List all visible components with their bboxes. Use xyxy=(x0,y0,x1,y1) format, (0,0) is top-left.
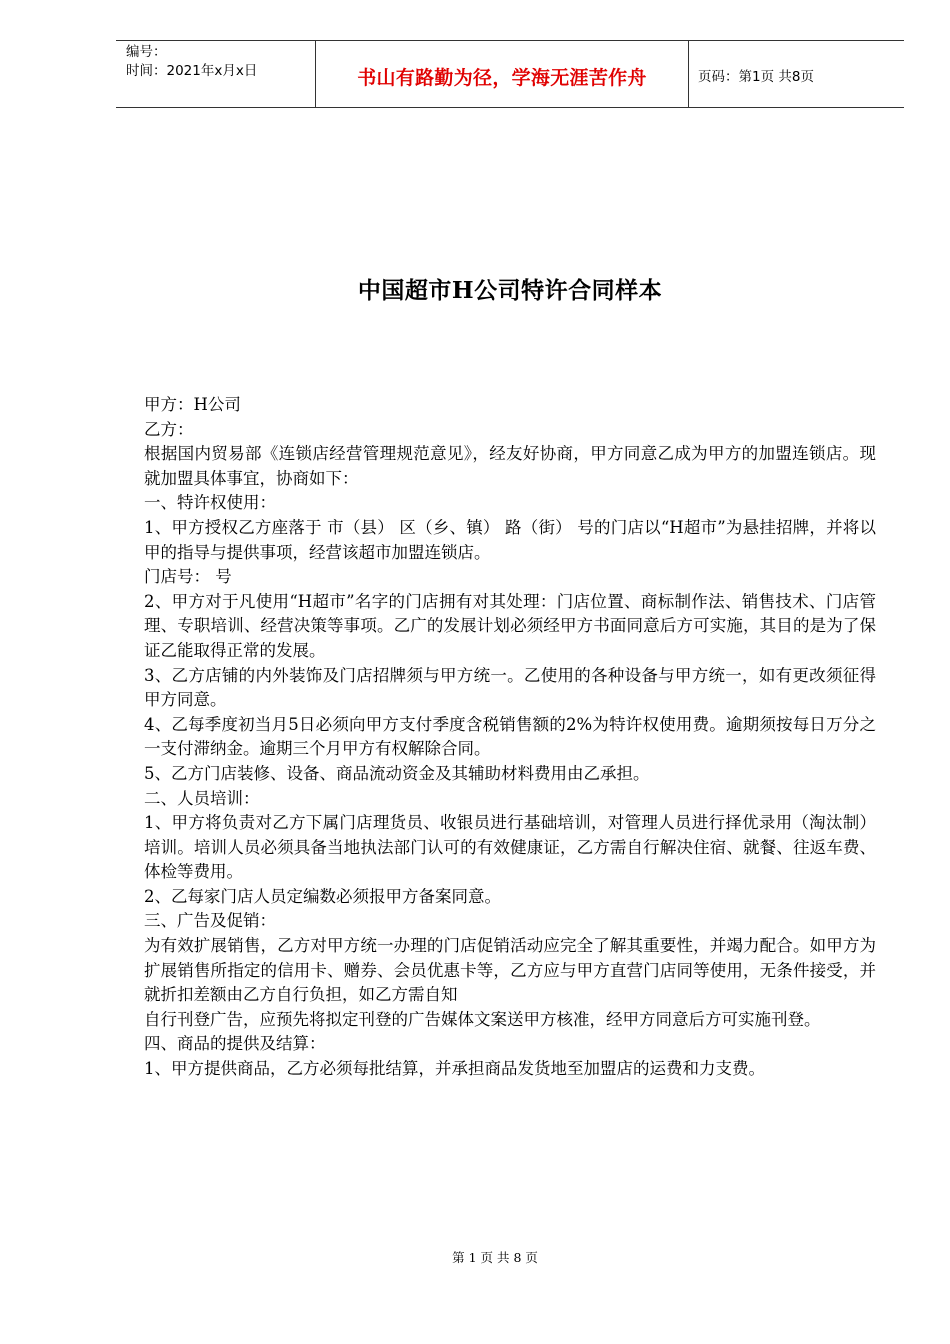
document-number-label: 编号： xyxy=(126,44,167,60)
clause-2-2: 2、乙每家门店人员定编数必须报甲方备案同意。 xyxy=(144,886,501,906)
intro-paragraph: 根据国内贸易部《连锁店经营管理规范意见》，经友好协商，甲方同意乙成为甲方的加盟连锁店。现就加盟具体事宜，协商如下： xyxy=(144,444,876,488)
header-page-info: 页码：第1页 共8页 xyxy=(698,69,814,85)
clause-1-4: 4、乙每季度初当月5日必须向甲方支付季度含税销售额的2%为特许权使用费。逾期须按每日万分之一支付滞纳金。逾期三个月甲方有权解除合同。 xyxy=(144,714,876,759)
party-b-line: 乙方： xyxy=(144,419,194,439)
document-time-label: 时间：2021年x月x日 xyxy=(126,63,258,79)
section-heading-goods: 四、商品的提供及结算： xyxy=(144,1034,326,1054)
header-motto: 书山有路勤为径，学海无涯苦作舟 xyxy=(357,66,647,89)
section-heading-franchise: 一、特许权使用： xyxy=(144,493,276,513)
document-body xyxy=(144,393,876,1082)
section-heading-advertising: 三、广告及促销： xyxy=(144,911,276,931)
header-meta-cell xyxy=(116,41,316,107)
page-footer: 第 1 页 共 8 页 xyxy=(452,1250,538,1265)
clause-3-1: 为有效扩展销售，乙方对甲方统一办理的门店促销活动应完全了解其重要性，并竭力配合。如甲方为扩展销售所指定的信用卡、赠券、会员优惠卡等，乙方应与甲方直营门店同等使用，无条件接受，并就折扣差额由乙方自行负担，如乙方需自知 xyxy=(144,936,876,1005)
document-header xyxy=(116,40,904,108)
store-number-line: 门店号： 号 xyxy=(144,567,232,587)
clause-3-2: 自行刊登广告，应预先将拟定刊登的广告媒体文案送甲方核准，经甲方同意后方可实施刊登。 xyxy=(144,1009,821,1029)
clause-4-1: 1、甲方提供商品，乙方必须每批结算，并承担商品发货地至加盟店的运费和力支费。 xyxy=(144,1059,765,1079)
party-a-line: 甲方：H公司 xyxy=(144,395,241,414)
header-motto-cell xyxy=(316,41,689,107)
header-page-cell xyxy=(689,41,904,107)
clause-1-3: 3、乙方店铺的内外装饰及门店招牌须与甲方统一。乙使用的各种设备与甲方统一，如有更改须征得甲方同意。 xyxy=(144,665,876,710)
clause-2-1: 1、甲方将负责对乙方下属门店理货员、收银员进行基础培训，对管理人员进行择优录用（淘汰制）培训。培训人员必须具备当地执法部门认可的有效健康证，乙方需自行解决住宿、就餐、往返车费、体检等费用。 xyxy=(144,813,876,882)
clause-1-1: 1、甲方授权乙方座落于 市（县） 区（乡、镇） 路（街） 号的门店以“H超市”为悬挂招牌，并将以甲的指导与提供事项，经营该超市加盟连锁店。 xyxy=(144,517,876,562)
document-title: 中国超市H公司特许合同样本 xyxy=(357,277,663,304)
clause-1-5: 5、乙方门店装修、设备、商品流动资金及其辅助材料费用由乙承担。 xyxy=(144,763,650,783)
clause-1-2: 2、甲方对于凡使用“H超市”名字的门店拥有对其处理：门店位置、商标制作法、销售技术、门店管理、专职培训、经营决策等事项。乙广的发展计划必须经甲方书面同意后方可实施，其目的是为了保证乙能取得正常的发展。 xyxy=(144,591,876,660)
section-heading-training: 二、人员培训： xyxy=(144,788,260,808)
